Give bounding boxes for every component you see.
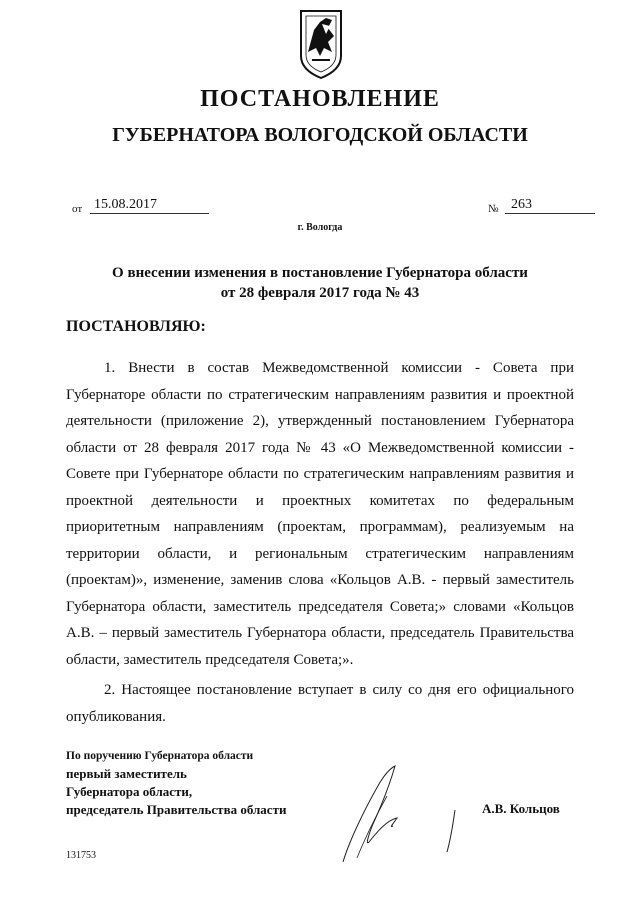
number-label: № — [488, 203, 499, 215]
subject-line-2: от 28 февраля 2017 года № 43 — [220, 285, 420, 301]
signature-line-3: Губернатора области, — [66, 784, 193, 799]
signature-line-1: По поручению Губернатора области — [66, 750, 254, 762]
document-subject — [0, 263, 640, 303]
coat-of-arms-icon — [298, 8, 344, 80]
document-subtitle: ГУБЕРНАТОРА ВОЛОГОДСКОЙ ОБЛАСТИ — [112, 124, 528, 146]
city: г. Вологда — [297, 222, 343, 233]
signer-name: А.В. Кольцов — [482, 801, 560, 816]
internal-document-number: 131753 — [66, 850, 96, 861]
signature-line-4: председатель Правительства области — [66, 802, 287, 817]
document-title: ПОСТАНОВЛЕНИЕ — [200, 86, 440, 112]
handwritten-signature — [335, 762, 485, 867]
paragraph-1: 1. Внести в состав Межведомственной комиссии - Совета при Губернаторе области по стратегическим направлениям развития и проектной деятельности (приложение 2), утвержденный постановлением Губернатора области от 28 февраля 2017 года № 43 «О Межведомственной комиссии - Совете при Губернаторе области по стратегическим направлениям развития и проектной деятельности и проектных комитетах по федеральным приоритетным направлениям (проектам, программам), реализуемым на территории области, и региональным стратегическим направлениям (проектам)», изменение, заменив слова «Кольцов А.В. - первый заместитель Губернатора области, заместитель председателя Совета;» словами «Кольцов А.В. – первый заместитель Губернатора области, председатель Правительства области, заместитель председателя Совета;». — [66, 360, 574, 668]
date-label: от — [72, 203, 83, 215]
signature-line-2: первый заместитель — [66, 766, 187, 781]
paragraph-2: 2. Настоящее постановление вступает в силу со дня его официального опубликования. — [66, 682, 574, 725]
document-date: 15.08.2017 — [90, 197, 209, 214]
document-number: 263 — [505, 197, 595, 214]
decree-heading: ПОСТАНОВЛЯЮ: — [66, 318, 206, 335]
subject-line-1: О внесении изменения в постановление Губернатора области — [112, 265, 528, 281]
